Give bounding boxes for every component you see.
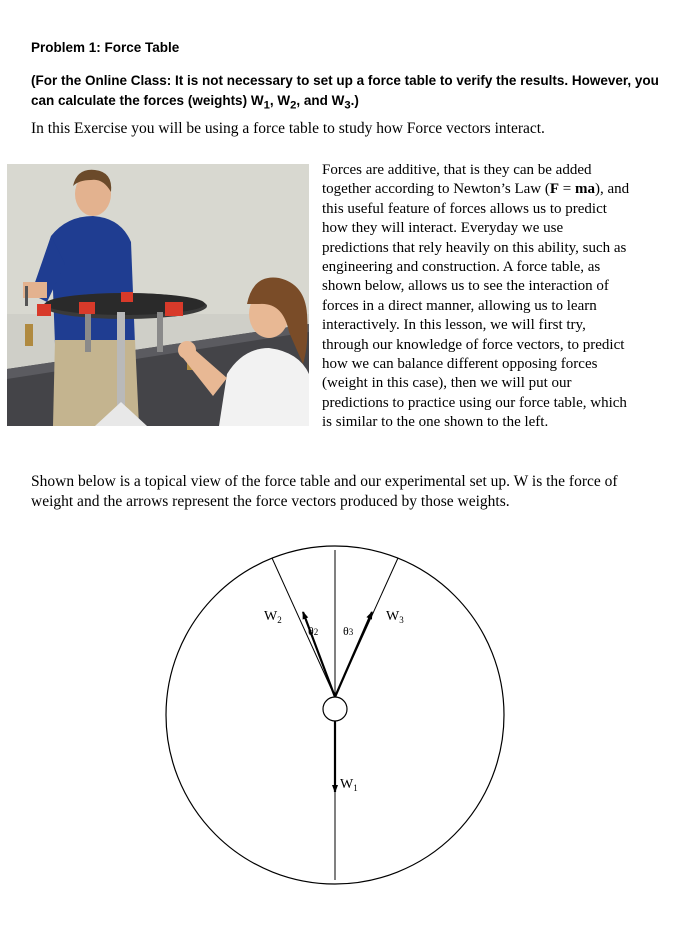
- photo-illustration: [7, 164, 309, 426]
- note-lead: (For the Online Class: It is not necessary to set up a force table to verify the results. However, you can calculate the forces (weights) W: [31, 73, 659, 108]
- force-table-diagram: [160, 540, 510, 885]
- paragraph-line: predictions to practice using our force table, which: [322, 394, 627, 411]
- force-table-photo: [7, 164, 309, 426]
- law-equals: =: [559, 181, 575, 198]
- label-w2: $W_2$: [264, 609, 282, 625]
- paragraph-line: is similar to the one shown to the left.: [322, 414, 549, 431]
- paragraph-line: engineering and construction. A force table, as: [322, 259, 601, 276]
- center-ring: [323, 697, 347, 721]
- intro-sentence: In this Exercise you will be using a force table to study how Force vectors interact.: [31, 120, 545, 137]
- paragraph-line: predictions that rely heavily on this ability, such as: [322, 239, 627, 256]
- law-ma: ma: [574, 181, 595, 198]
- note-sub-2: 2: [290, 99, 297, 112]
- paragraph-line: forces in a direct manner, allowing us to learn: [322, 297, 597, 314]
- vector-w3-arrow: [335, 612, 372, 697]
- paragraph-line: interactively. In this lesson, we will first try,: [322, 317, 586, 334]
- note-sub-1: 1: [263, 99, 270, 112]
- paragraph-line: how they will interact. Everyday we use: [322, 220, 564, 237]
- law-tail: ), and: [594, 181, 630, 198]
- string-w2: [272, 558, 335, 697]
- note-sep-2: , and W: [296, 93, 345, 108]
- diagram-description: [31, 472, 661, 511]
- paragraph-line-text: together according to Newton’s Law (: [322, 181, 550, 198]
- paragraph-line: [322, 180, 667, 199]
- note-sub-3: 3: [344, 99, 351, 112]
- paragraph-line: shown below, allows us to see the interaction of: [322, 278, 609, 295]
- paragraph-line: Forces are additive, that is they can be added: [322, 162, 592, 178]
- label-w1: $W_1$: [340, 777, 358, 793]
- online-class-note: [31, 71, 671, 116]
- label-theta3: θ3: [343, 624, 354, 638]
- paragraph-line: through our knowledge of force vectors, to predict: [322, 336, 625, 353]
- problem-title: Problem 1: Force Table: [31, 40, 180, 55]
- label-w3: $W_3$: [386, 609, 404, 625]
- description-line: weight and the arrows represent the force vectors produced by those weights.: [31, 492, 510, 510]
- label-theta2: θ2: [308, 624, 319, 638]
- paragraph-line: this useful feature of forces allows us to predict: [322, 200, 607, 217]
- paragraph-line: (weight in this case), then we will put our: [322, 375, 572, 392]
- law-f: F: [549, 181, 560, 198]
- note-sep-1: , W: [269, 93, 291, 108]
- paragraph-line: how we can balance different opposing forces: [322, 356, 598, 373]
- additive-forces-paragraph: [322, 161, 667, 433]
- description-line: Shown below is a topical view of the force table and our experimental set up. W is the force of: [31, 473, 618, 490]
- note-tail: .): [350, 93, 359, 108]
